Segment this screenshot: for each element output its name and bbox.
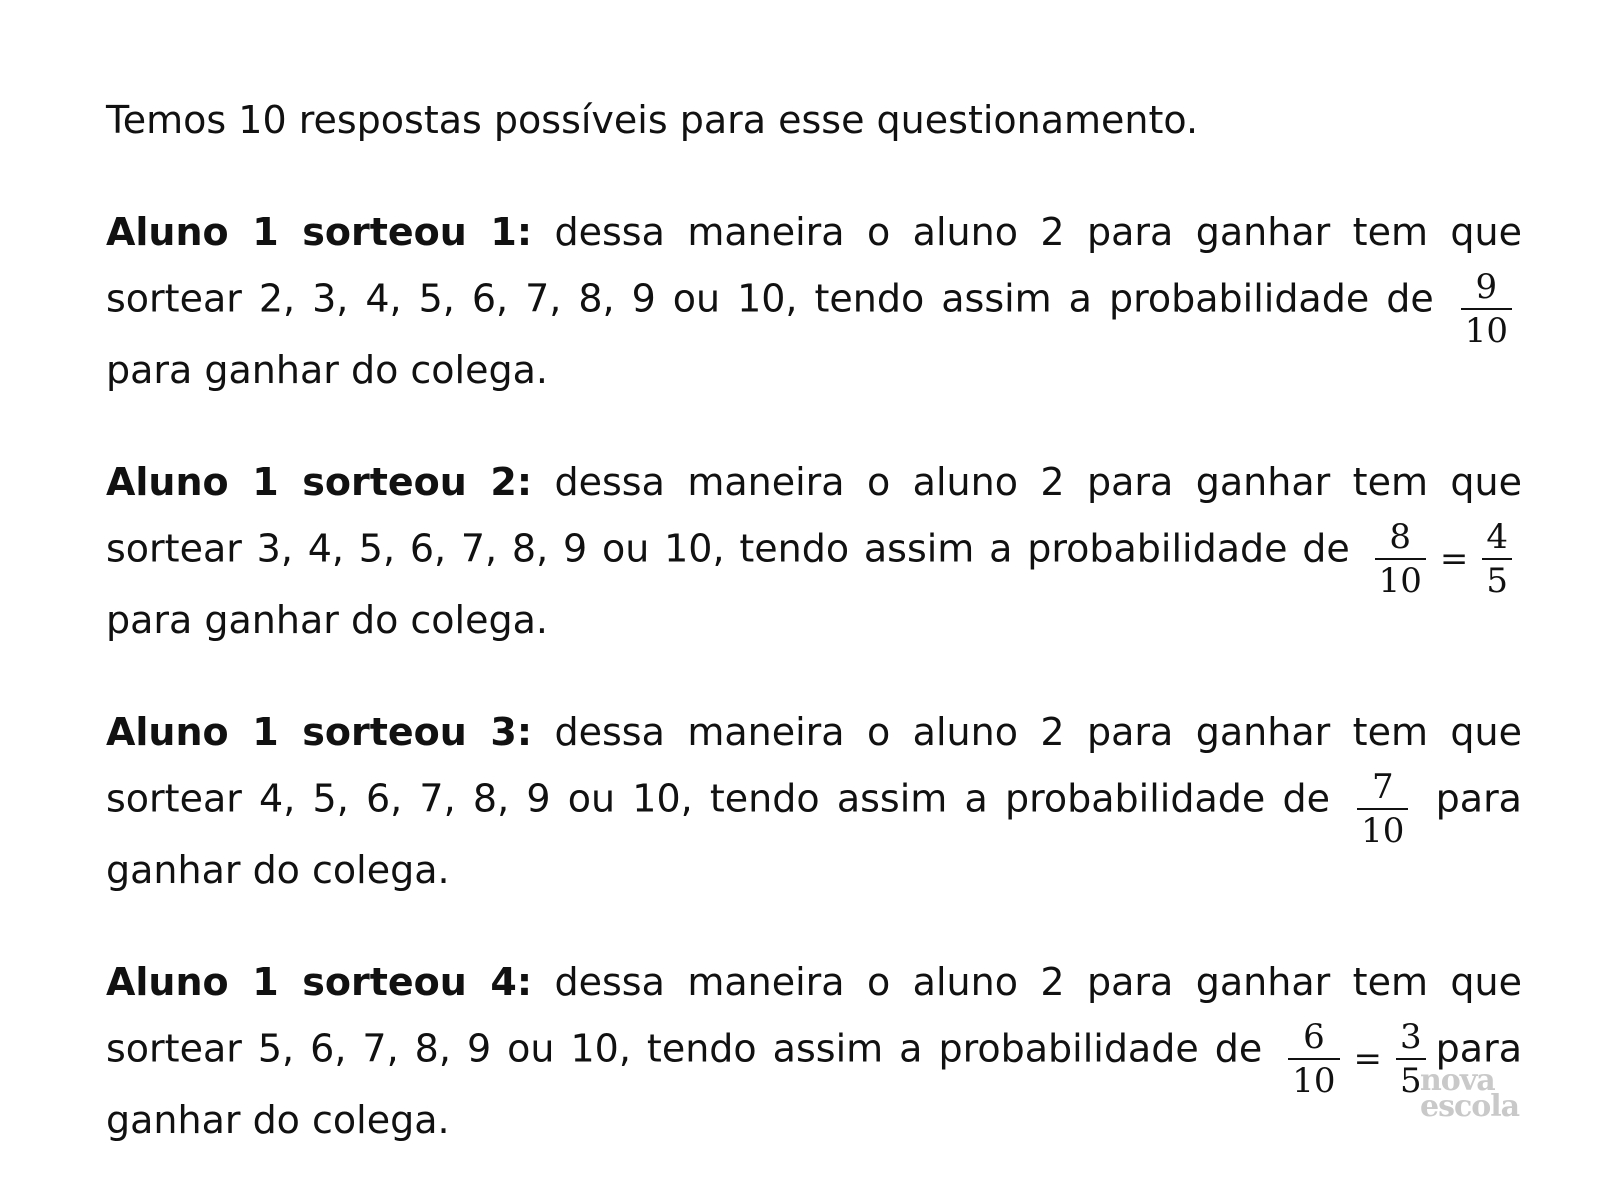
intro-paragraph: Temos 10 respostas possíveis para esse questionamento.: [106, 98, 1199, 142]
fraction: [1357, 768, 1408, 850]
fraction-bar: [1375, 558, 1426, 560]
fraction-denominator: 5: [1486, 561, 1508, 601]
case-text: dessa maneira o aluno 2 para ganhar tem que sortear 3, 4, 5, 6, 7, 8, 9 ou 10, tendo assim a probabilidade de: [106, 460, 1522, 571]
fraction-denominator: 10: [1292, 1061, 1336, 1101]
case-text: dessa maneira o aluno 2 para ganhar tem que sortear 5, 6, 7, 8, 9 ou 10, tendo assim a probabilidade de: [106, 960, 1522, 1071]
probability-expression: [1371, 518, 1516, 600]
equals-sign: =: [1353, 1039, 1383, 1079]
probability-expression: [1457, 268, 1516, 350]
case-text: dessa maneira o aluno 2 para ganhar tem que sortear 2, 3, 4, 5, 6, 7, 8, 9 ou 10, tendo assim a probabilidade de: [106, 210, 1522, 321]
case-paragraph-2: [106, 454, 1522, 648]
fraction-denominator: 10: [1464, 311, 1508, 351]
case-paragraph-1: [106, 204, 1522, 398]
fraction-simplified: [1482, 518, 1512, 600]
fraction-numerator: 6: [1303, 1017, 1325, 1057]
fraction-numerator: 7: [1371, 767, 1394, 807]
case-lead: Aluno 1 sorteou 4:: [106, 960, 533, 1004]
fraction: [1375, 518, 1426, 600]
case-paragraph-3: [106, 704, 1522, 898]
case-tail: para ganhar do colega.: [106, 776, 1522, 892]
probability-expression: [1353, 768, 1412, 850]
fraction-numerator: 4: [1486, 517, 1508, 557]
fraction: [1461, 268, 1512, 350]
fraction-numerator: 9: [1475, 267, 1498, 307]
fraction: [1288, 1018, 1339, 1100]
probability-expression: [1284, 1018, 1429, 1100]
fraction-denominator: 10: [1378, 561, 1422, 601]
equals-sign: =: [1439, 539, 1469, 579]
fraction-bar: [1482, 558, 1512, 560]
fraction-bar: [1461, 308, 1512, 310]
nova-escola-logo: [1420, 1063, 1520, 1124]
fraction-bar: [1357, 808, 1408, 810]
fraction-bar: [1288, 1058, 1339, 1060]
case-paragraph-4: [106, 954, 1522, 1148]
fraction-bar: [1396, 1058, 1426, 1060]
fraction-denominator: 10: [1361, 811, 1405, 851]
case-tail: para ganhar do colega.: [106, 1026, 1522, 1142]
case-text: dessa maneira o aluno 2 para ganhar tem que sortear 4, 5, 6, 7, 8, 9 ou 10, tendo assim a probabilidade de: [106, 710, 1522, 821]
case-lead: Aluno 1 sorteou 2:: [106, 460, 533, 504]
logo-line-1: nova: [1420, 1063, 1495, 1098]
fraction-denominator: 5: [1400, 1061, 1422, 1101]
fraction-numerator: 8: [1389, 517, 1412, 557]
logo-line-2: escola: [1420, 1089, 1520, 1124]
case-tail: para ganhar do colega.: [106, 348, 548, 392]
content-area: [106, 92, 1522, 1204]
case-tail: para ganhar do colega.: [106, 598, 548, 642]
fraction-numerator: 3: [1400, 1017, 1422, 1057]
case-lead: Aluno 1 sorteou 1:: [106, 210, 533, 254]
case-lead: Aluno 1 sorteou 3:: [106, 710, 533, 754]
